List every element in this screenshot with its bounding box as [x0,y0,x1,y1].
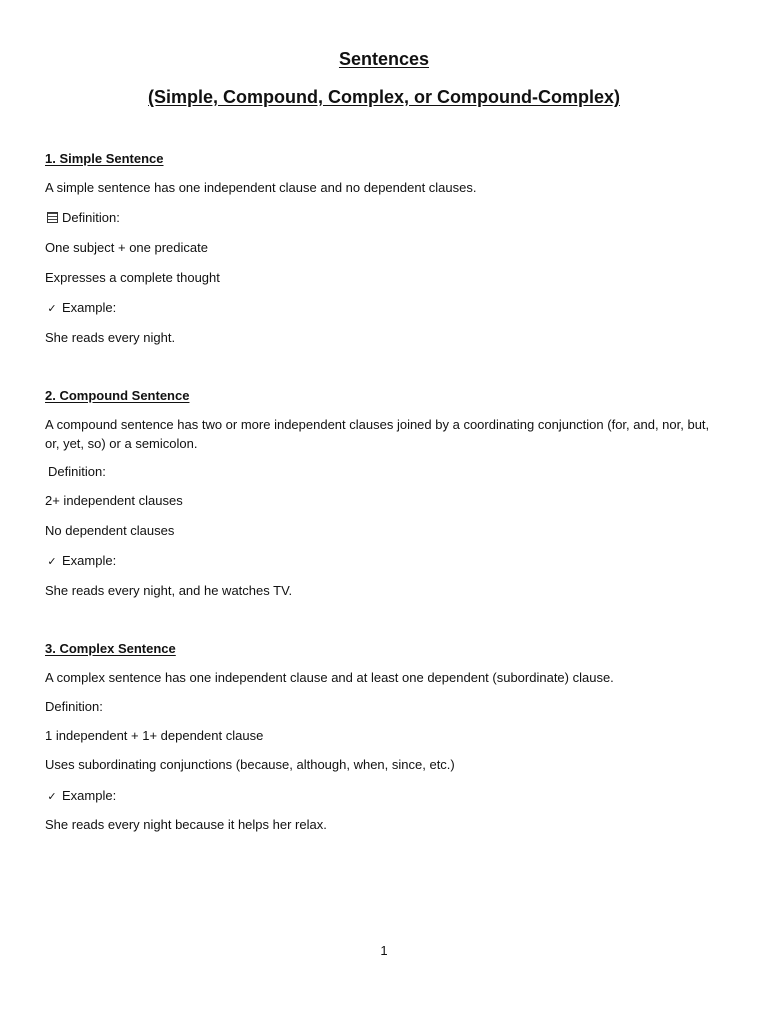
section-description: A compound sentence has two or more independent clauses joined by a coordinating conjunction (for, and, nor, but, or, yet, so) or a semicolon. [45,417,710,451]
section-description: A simple sentence has one independent clause and no dependent clauses. [45,180,477,195]
example-sentence: She reads every night. [45,330,176,345]
page-title: Sentences [338,49,430,69]
example-label: Example: [62,300,117,315]
check-mark-icon: ✓ [47,555,57,568]
example-label-row [45,787,116,806]
definition-point: No dependent clauses [45,523,175,538]
definition-point: 2+ independent clauses [45,493,183,508]
example-sentence: She reads every night because it helps her relax. [45,817,327,832]
section-heading: 3. Complex Sentence [45,641,176,656]
definition-point: 1 independent + 1+ dependent clause [45,728,264,743]
definition-label: Definition: [45,699,103,714]
check-mark-icon: ✓ [47,302,57,315]
section-heading: 2. Compound Sentence [45,388,190,403]
definition-point: Expresses a complete thought [45,270,220,285]
definition-label: Definition: [62,210,120,225]
example-label: Example: [62,553,117,568]
definition-label-row [45,209,120,227]
definition-point: One subject + one predicate [45,240,208,255]
example-label-row [45,299,116,318]
definition-point: Uses subordinating conjunctions (because, although, when, since, etc.) [45,757,455,772]
ledger-icon [47,212,58,223]
example-sentence: She reads every night, and he watches TV. [45,583,293,598]
section-description: A complex sentence has one independent clause and at least one dependent (subordinate) clause. [45,670,614,685]
example-label-row [45,552,116,571]
page-subtitle: (Simple, Compound, Complex, or Compound-Complex) [148,87,620,107]
check-mark-icon: ✓ [47,790,57,803]
example-label: Example: [62,788,117,803]
section-heading: 1. Simple Sentence [45,151,164,166]
definition-label: Definition: [48,464,106,479]
page-number: 1 [380,943,388,958]
